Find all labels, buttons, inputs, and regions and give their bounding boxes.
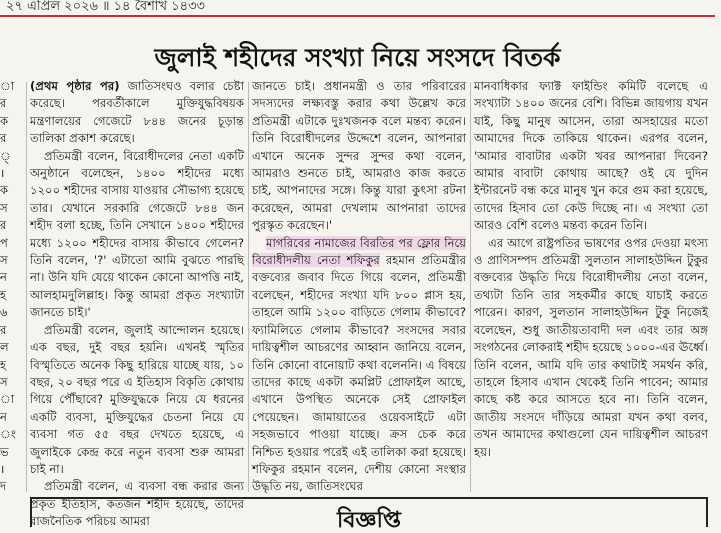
paragraph: রহমান প্রতিমন্ত্রীর বক্তব্যের জবাব দিতে গিয়ে বলেন, প্রতিমন্ত্রী বলেছেন, শহীদের সংখ্যা যদি ৮০০ প্লাস হয়, তাহলে আমি ১২০০ বাড়িতে গেলাম কীভাবে? ফ্যামিলিতে গেলাম কীভাবে? সংসদের সবার দায়িত্বশীল আচরণের আহ্বান জানিয়ে বলেন, তিনি কোনো বানোয়াট কথা বলেননি। এ বিষয়ে তাদের কাছে একটা কমপ্লিট প্রোফাইল আছে, এখানে উপস্থিত অনেকে সেই প্রোফাইল পেয়েছেন। জামায়াতের ওয়েবসাইটে এটা সহজভাবে পাওয়া যাচ্ছে। ক্রস চেক করে নিশ্চিত হওয়ার পরেই এই তালিকা করা হয়েছে। শফিকুর রহমান বলেন, দেশীয় কোনো সংস্থার উদ্ধৃতি নয়, জাতিসংঘের xyxy=(252,253,466,494)
notice-title: বিজ্ঞপ্তি xyxy=(337,507,401,533)
clipped-glyph: প xyxy=(0,235,8,250)
clipped-glyph: হ xyxy=(0,287,7,302)
article-column-3 xyxy=(474,78,708,496)
clipped-glyph: র xyxy=(0,322,7,337)
highlighted-text: মাগরিবের নামাজের বিরতির পর ফ্লোর নিয়ে বিরোধীদলীয় নেতা শফিকুর xyxy=(252,235,466,268)
dateline: ২৭ এপ্রিল ২০২৬ ॥ ১৪ বৈশাখ ১৪৩৩ xyxy=(6,0,206,14)
clipped-glyph: া xyxy=(0,392,15,407)
paragraph: জাতিসংঘও বলার চেষ্টা করেছে। পরবর্তীকালে মুক্তিযুদ্ধবিষয়ক মন্ত্রণালয়ের গেজেটে ৮৪৪ জনের চূড়ান্ত তালিকা প্রকাশ করেছে। xyxy=(30,79,244,146)
clipped-left-column xyxy=(0,78,22,496)
clipped-glyph: স xyxy=(0,374,8,389)
clipped-glyph: ্ xyxy=(0,148,11,163)
clipped-glyph: । xyxy=(0,166,5,181)
headline-container xyxy=(0,34,715,84)
notice-box xyxy=(30,497,708,533)
clipped-glyph: ল xyxy=(0,340,9,355)
clipped-glyph: র xyxy=(0,218,7,233)
clipped-glyph: ৬ xyxy=(0,305,8,320)
top-rule xyxy=(0,15,715,17)
clipped-glyph: া xyxy=(0,79,15,93)
clipped-glyph: ন xyxy=(0,270,7,285)
article-column-1 xyxy=(30,78,244,529)
clipped-glyph: ং xyxy=(0,427,16,442)
article-column-2 xyxy=(252,78,466,496)
clipped-glyph: ক xyxy=(0,113,9,128)
paragraph: এর আগে রাষ্ট্রপতির ভাষণের ওপর দেওয়া মৎস্য ও প্রাণিসম্পদ প্রতিমন্ত্রী সুলতান সালাহউদ্দিন টুকুর বক্তব্যের উদ্ধৃতি দিয়ে বিরোধীদলীয় নেতা বলেন, তথ্যটা তিনি তার সহকর্মীর কাছে যাচাই করতে পারেন। কারণ, সুলতান সালাহউদ্দিন টুকু নিজেই বলেছেন, শুধু জাতীয়তাবাদী দল এবং তার অঙ্গ সংগঠনের লোকরাই শহীদ হয়েছে ১০০০-এর ঊর্ধ্বে। তিনি বলেন, আমি যদি তার কথাটাই সমর্থন করি, তাহলে হিসাব এখান থেকেই তিনি পাবেন; আমার কাছে কষ্ট করে আসতে হবে না। তিনি বলেন, জাতীয় সংসদে দাঁড়িয়ে আমরা যখন কথা বলব, তখন আমাদের কথাগুলো যেন দায়িত্বশীল আচরণ হয়। xyxy=(474,235,708,459)
paragraph: মানবাধিকার ফ্যাক্ট ফাইন্ডিং কমিটি বলেছে এ সংখ্যাটা ১৪০০ জনের বেশি। বিভিন্ন জায়গায় যখন যাই, কিছু মানুষ আসেন, তারা অসহায়ের মতো আমাদের দিকে তাকিয়ে থাকেন। এরপর বলেন, 'আমার বাবাটার একটা খবর আপনারা দিবেন? আমার বাবাটা কোথায় আছে? ওই যে দুদিন ইন্টারনেট বন্ধ করে মানুষ খুন করে গুম করা হয়েছে, তাদের হিসাব তো কেউ দিচ্ছে না। এ সংখ্যা তো আরও বেশি বলেও মন্তব্য করেন তিনি। xyxy=(474,79,708,233)
column-divider xyxy=(26,82,27,492)
clipped-glyph: স xyxy=(0,200,8,215)
clipped-glyph: দ xyxy=(0,479,7,494)
clipped-glyph: হ xyxy=(0,357,7,372)
column-divider xyxy=(470,82,471,492)
paragraph: প্রতিমন্ত্রী বলেন, এ ব্যবসা বন্ধ করার জন্য প্রকৃত ইতিহাস, কতজন শহীদ হয়েছে, তাদের রাজনৈতিক পরিচয় আমরা xyxy=(30,479,244,529)
column-divider xyxy=(248,82,249,492)
clipped-glyph: । xyxy=(0,461,5,476)
clipped-glyph: র xyxy=(0,131,7,146)
paragraph: প্রতিমন্ত্রী বলেন, বিরোধীদলের নেতা একটি অনুষ্ঠানে বলেছেন, ১৪০০ শহীদের মধ্যে ১২০০ শহীদের বাসায় যাওয়ার সৌভাগ্য হয়েছে তার। যেখানে সরকারি গেজেটে ৮৪৪ জন শহীদ বলা হচ্ছে, তিনি সেখানে ১৪০০ শহীদের মধ্যে ১২০০ শহীদের বাসায় কীভাবে গেলেন? তিনি বলেন, '?' এটাতো আমি বুঝতে পারছি না। উনি যদি যেয়ে থাকেন কোনো আপত্তি নাই, আলহামদুলিল্লাহ। কিন্তু আমরা প্রকৃত সংখ্যাটা জানতে চাই।' xyxy=(30,148,244,320)
paragraph: প্রতিমন্ত্রী বলেন, জুলাই আন্দোলন হয়েছে। এক বছর, দুই বছর হয়নি। এখনই স্মৃতির বিস্মৃতিতে অনেক কিছু হারিয়ে যাচ্ছে যায়, ১০ বছর, ২০ বছর পরে এ ইতিহাস বিকৃতি কোথায় গিয়ে পৌঁছাবে? মুক্তিযুদ্ধকে নিয়ে যে ধরনের একটি ব্যবসা, মুক্তিযুদ্ধের চেতনা নিয়ে যে ব্যবসা গত ৫৫ বছর দেখতে হয়েছে, এ জুলাইকে কেন্দ্র করে নতুন ব্যবসা শুরু আমরা চাই না। xyxy=(30,322,244,476)
clipped-glyph: ন xyxy=(0,409,7,424)
clipped-glyph: স xyxy=(0,253,8,268)
headline: জুলাই শহীদের সংখ্যা নিয়ে সংসদে বিতর্ক xyxy=(154,42,561,72)
continuation-marker: (প্রথম পৃষ্ঠার পর) xyxy=(30,79,120,93)
clipped-glyph: র xyxy=(0,96,7,111)
clipped-glyph: ভ xyxy=(0,444,9,459)
paragraph: জানতে চাই। প্রধানমন্ত্রী ও তার পরিবারের সদস্যদের লক্ষ্যবস্তু করার কথা উল্লেখ করে প্রতিমন্ত্রী এটাকে দুঃখজনক বলে মন্তব্য করেন। তিনি বিরোধীদলের উদ্দেশে বলেন, আপনারা এখানে অনেক সুন্দর সুন্দর কথা বলেন, আমরাও শুনতে চাই, আমরাও কাজ করতে চাই, আপনাদের সঙ্গে। কিন্তু যারা কুৎসা রটনা করেছেন, আমরা দেখলাম আপনারা তাদের পুরস্কৃত করেছেন।' xyxy=(252,79,466,233)
clipped-glyph: ক xyxy=(0,183,9,198)
